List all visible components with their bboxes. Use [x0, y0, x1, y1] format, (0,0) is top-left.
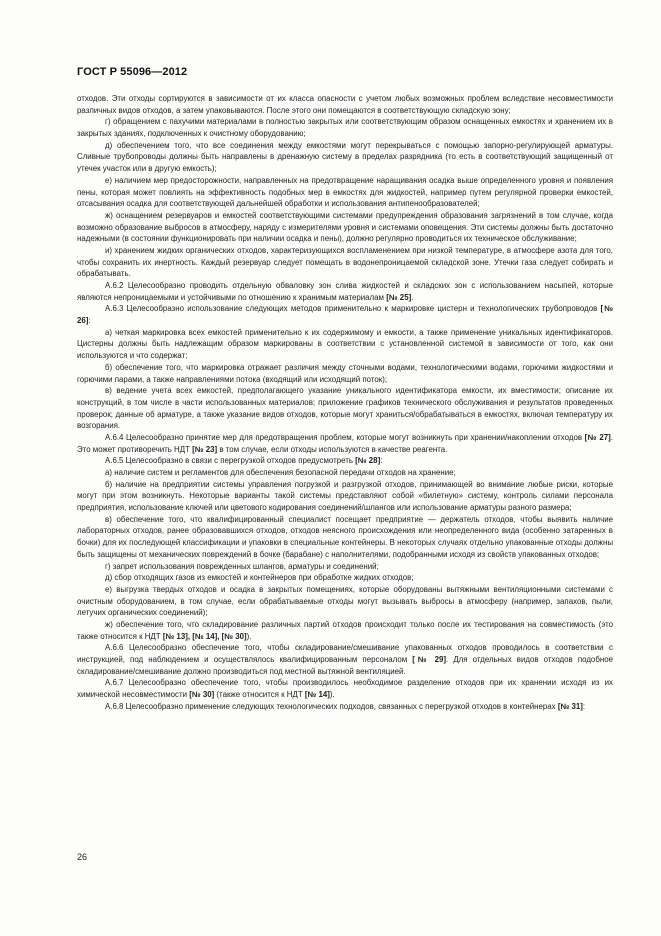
paragraph-text: е) наличием мер предосторожности, направленных на предотвращение наращивания осадка выше определенного уровня и появления пены, которая может повлиять на эффективность подобных мер в емкостях для жидкостей, например путем регулярной проверки емкостей, отсасывания осадка для соответствующей дальнейшей обработки и использования антипенообразователей; [77, 175, 613, 209]
paragraph-text: . [411, 292, 414, 302]
paragraph [77, 140, 613, 175]
paragraph [77, 677, 613, 700]
paragraph [77, 642, 613, 677]
paragraph-text: : [88, 316, 91, 326]
reference-label: [№ 27] [584, 432, 611, 442]
paragraph-text: А.6.3 Целесообразно использование следующих методов применительно к маркировке цистерн и технологических трубопроводов [105, 304, 598, 314]
paragraph [77, 432, 613, 455]
paragraph-text: А.6.7 Целесообразно обеспечение того, чтобы производилось необходимое разделение отходов при их хранении исходя из их химической несовместимости [77, 678, 613, 700]
paragraph [77, 210, 613, 245]
paragraph-text: А.6.5 Целесообразно в связи с перегрузкой отходов предусмотреть [105, 456, 353, 466]
paragraph-text: А.6.2 Целесообразно проводить отдельную обваловку зон слива жидкостей и складских зон с использованием насыпей, которые являются непроницаемыми и устойчивыми по отношению к хранимым материалам [77, 281, 613, 302]
paragraph [77, 514, 613, 561]
paragraph-text: д) сбор отходящих газов из емкостей и контейнеров при обработке жидких отходов; [105, 573, 414, 583]
reference-label: [№ 13], [№ 14], [№ 30] [162, 631, 247, 641]
paragraph-text: . Это может противоречить НДТ [77, 432, 613, 454]
paragraph-text: А.6.8 Целесообразно применение следующих технологических подходов, связанных с перегрузкой отходов в контейнерах [105, 701, 556, 711]
paragraph [77, 280, 613, 303]
paragraph [77, 93, 613, 116]
paragraph-text: д) обеспечением того, что все соединения между емкостями могут перекрываться с помощью запорно-регулирующей арматуры. Сливные трубопроводы должны быть направлены в дренажную систему в пределах разрядника (то есть в соответствующий защищенный от утечек участок или в другую емкость); [77, 140, 613, 174]
paragraph-text: ж) оснащением резервуаров и емкостей соответствующими системами предупреждения образования загрязнений в том случае, когда возможно образование выбросов в атмосферу, наряду с измерителями уровня и системами оповещения. Эти системы должны быть достаточно надежными (в состоянии функционировать при наличии осадка и пены), должно регулярно проводиться их техническое обслуживание; [77, 210, 613, 244]
paragraph-text: в) обеспечение того, что квалифицированный специалист посещает предприятие — держатель отходов, чтобы выявить наличие лабораторных отходов, ранее образовавшихся отходов, отходов неясного происхождения или неопределенного вида (особенно затаренных в бочки) для их последующей классификации и упаковки в специальные контейнеры. В некоторых случаях отдельно упакованные отходы должны быть защищены от механических повреждений в бочке (барабане) с наполнителями, подобранными исходя из свойств упакованных отходов; [77, 514, 613, 559]
paragraph-text: А.6.4 Целесообразно принятие мер для предотвращения проблем, которые могут возникнуть при хранении/накоплении отходов [105, 432, 583, 442]
paragraph [77, 175, 613, 210]
reference-label: [№ 26] [77, 304, 613, 326]
paragraph-text: . Для отдельных видов отходов подобное складирование/смешивание должно производиться под местной вытяжной вентиляцией. [77, 655, 613, 676]
reference-label: [№ 30] [189, 690, 215, 700]
reference-label: [№ 28] [355, 456, 381, 466]
paragraph-text: (также относится к НДТ [214, 690, 303, 700]
paragraph [77, 584, 613, 619]
page-number: 26 [77, 852, 88, 862]
paragraph-text: : [582, 701, 586, 711]
paragraph [77, 245, 613, 280]
paragraph [77, 116, 613, 139]
reference-label: [№ 23] [192, 444, 218, 454]
paragraph [77, 701, 613, 713]
paragraph-text: ). [246, 631, 252, 641]
paragraph-text: в том случае, если отходы используются в качестве реагента. [217, 444, 448, 454]
paragraph-text: отходов. Эти отходы сортируются в зависимости от их класса опасности с учетом любых возможных проблем вследствие несовместимости различных видов отходов, а затем упаковываются. После этого они помещаются в соответствующую складскую зону; [77, 94, 613, 115]
paragraph-text: б) обеспечение того, что маркировка отражает различия между сточными водами, технологическими водами, горючими жидкостями и горючими парами, а также направлениями потока (входящий или исходящий поток); [77, 362, 613, 384]
paragraph-text: и) хранением жидких органических отходов, характеризующихся воспламенением при низкой температуре, в атмосфере азота для того, чтобы сохранить их инертность. Каждый резервуар следует помещать в водонепроницаемой складской зоне. Утечки газа следует собирать и обрабатывать. [77, 245, 613, 279]
document-body [77, 93, 613, 712]
document-header: ГОСТ Р 55096—2012 [77, 66, 188, 78]
paragraph [77, 385, 613, 432]
paragraph-text: г) запрет использования поврежденных шлангов, арматуры и соединений; [105, 561, 379, 571]
paragraph-text: А.6.6 Целесообразно обеспечение того, чтобы складирование/смешивание упакованных отходов проводилось в соответствии с инструкцией, под наблюдением и осуществлялось квалифицированным персоналом [77, 643, 613, 664]
paragraph [77, 619, 613, 642]
paragraph [77, 479, 613, 514]
paragraph [77, 303, 613, 326]
reference-label: [№ 31] [557, 701, 583, 711]
paragraph [77, 572, 613, 584]
paragraph [77, 362, 613, 385]
paragraph-text: в) ведение учета всех емкостей, предполагающего указание уникального идентификатора емкости, их вместимости; описание их конструкций, в том числе в части использованных материалов; приложение графиков технического обслуживания и результатов проведенных проверок; данные об арматуре, а также указание видов отходов, которые могут храниться/обрабатываться в емкостях, включая температуру их возгорания. [77, 386, 613, 431]
reference-label: [№ 25] [386, 292, 412, 302]
paragraph-text: ). [329, 690, 335, 700]
paragraph-text: : [380, 456, 383, 466]
paragraph-text: ж) обеспечение того, что складирование различных партий отходов происходит только после их тестирования на совместимость (это также относится к НДТ [77, 619, 613, 641]
paragraph-text: е) выгрузка твердых отходов и осадка в закрытых помещениях, которые оборудованы вытяжными вентиляционными системами с очистным оборудованием, в том случае, если обрабатываемые отходы могут вызывать выбросы в атмосферу (например, запахов, пыли, летучих органических соединений); [77, 584, 613, 618]
paragraph [77, 467, 613, 479]
paragraph [77, 327, 613, 362]
paragraph-text: а) четкая маркировка всех емкостей применительно к их содержимому и емкости, а также применение уникальных идентификаторов. Цистерны должны быть надлежащим образом маркированы в соответствии с установленной системой в зависимости от того, как они используются и что содержат; [77, 327, 613, 361]
paragraph [77, 561, 613, 573]
paragraph [77, 455, 613, 467]
reference-label: [№ 29] [412, 655, 447, 664]
reference-label: [№ 14] [304, 690, 330, 700]
paragraph-text: б) наличие на предприятии системы управления погрузкой и разгрузкой отходов, принимающей во внимание любые риски, которые могут при этом возникнуть. Некоторые варианты такой системы представляют собой «билетную» систему, контроль силами персонала предприятия, использование ключей или цветового кодирования соединений/шлангов или использование арматуры разного размера; [77, 479, 613, 513]
paragraph-text: г) обращением с пахучими материалами в полностью закрытых или соответствующим образом оснащенных емкостях и хранением их в закрытых зданиях, подключенных к очистному оборудованию; [77, 117, 613, 139]
paragraph-text: а) наличие систем и регламентов для обеспечения безопасной передачи отходов на хранение; [105, 468, 456, 477]
